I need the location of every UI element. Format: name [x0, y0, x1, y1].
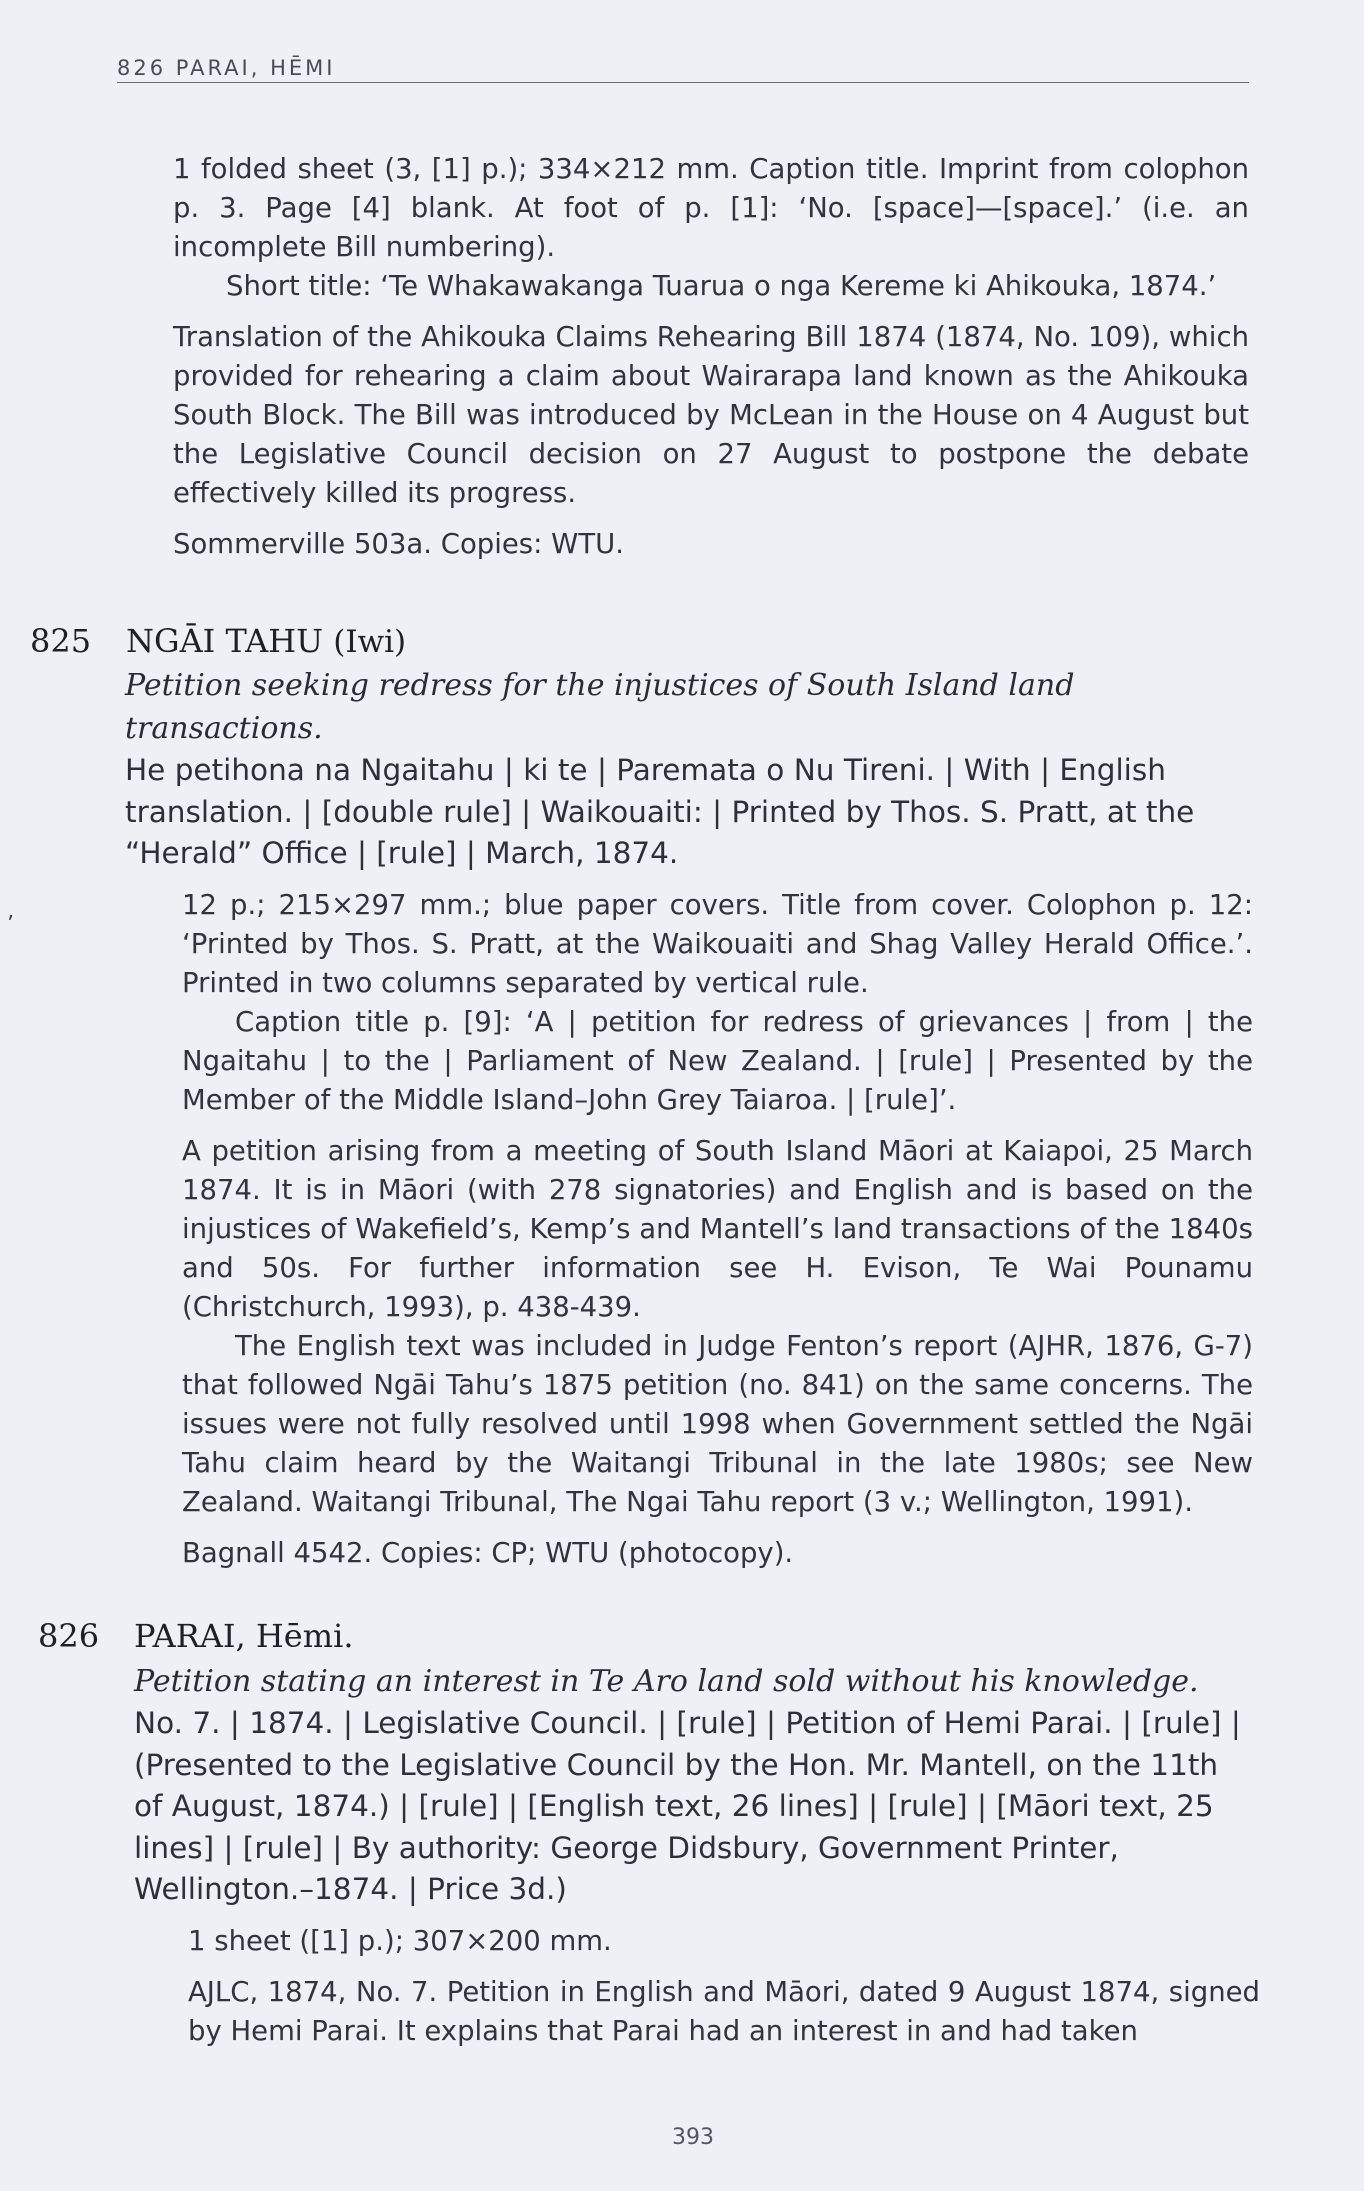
prev-note: Translation of the Ahikouka Claims Rehearing Bill 1874 (1874, No. 109), which provided for rehearing a claim about Wairarapa land known as the Ahikouka South Block. The Bill was introduced by McLean in the House on 4 August but the Legislative Council decision on 27 August to postpone the debate effectively killed its progress.: [173, 321, 1249, 509]
entry-825-transcription: He petihona na Ngaitahu | ki te | Paremata o Nu Tireni. | With | English translation. | [double rule] | Waikouaiti: | Printed by Thos. S. Pratt, at the “Herald” Office | [rule] | March, 1874.: [125, 753, 1195, 870]
entry-826-notes: [188, 1922, 1260, 2051]
entry-825-qualifier: (Iwi): [333, 624, 407, 660]
prev-short-title: Short title: ‘Te Whakawakanga Tuarua o nga Kereme ki Ahikouka, 1874.’: [226, 270, 1217, 302]
entry-826-transcription: No. 7. | 1874. | Legislative Council. | [rule] | Petition of Hemi Parai. | [rule] | (Presented to the Legislative Council by the Hon. Mr. Mantell, on the 11th of August, 1874.) | [rule] | [English text, 26 lines] | [rule] | [Māori text, 25 lines] | [rule] | By authority: George Didsbury, Government Printer, Wellington.–1874. | Price 3d.): [134, 1706, 1241, 1906]
entry-825-caption: Caption title p. [9]: ‘A | petition for redress of grievances | from | the Ngaitahu | to the | Parliament of New Zealand. | [rule] | Presented by the Member of the Middle Island–John Grey Taiaroa. | [rule]’.: [182, 1006, 1253, 1116]
previous-entry-continuation: [173, 150, 1249, 564]
entry-826-name: PARAI, Hēmi.: [134, 1617, 354, 1655]
header-rule: [117, 82, 1249, 83]
entry-826-note: AJLC, 1874, No. 7. Petition in English and Māori, dated 9 August 1874, signed by Hemi Parai. It explains that Parai had an interest in and had taken: [188, 1976, 1260, 2047]
page-number: 393: [672, 2125, 714, 2150]
entry-825-references: Bagnall 4542. Copies: CP; WTU (photocopy).: [182, 1537, 794, 1569]
entry-825-notes: [182, 886, 1253, 1573]
margin-mark: ʼ: [7, 912, 14, 937]
prev-description: 1 folded sheet (3, [1] p.); 334×212 mm. Caption title. Imprint from colophon p. 3. Page [4] blank. At foot of p. [1]: ‘No. [space]—[space].’ (i.e. an incomplete Bill numbering).: [173, 153, 1249, 263]
entry-825-name: NGĀI TAHU: [126, 622, 324, 660]
entry-826-gloss: Petition stating an interest in Te Aro land sold without his knowledge.: [134, 1664, 1199, 1699]
entry-825-note-1: A petition arising from a meeting of South Island Māori at Kaiapoi, 25 March 1874. It is in Māori (with 278 signatories) and English and is based on the injustices of Wakefield’s, Kemp’s and Mantell’s land transactions of the 1840s and 50s. For further information see H. Evison, Te Wai Pounamu (Christchurch, 1993), p. 438-439.: [182, 1135, 1253, 1323]
entry-825-heading: [30, 622, 406, 660]
entry-825-description: 12 p.; 215×297 mm.; blue paper covers. Title from cover. Colophon p. 12: ‘Printed by Thos. S. Pratt, at the Waikouaiti and Shag Valley Herald Office.’. Printed in two columns separated by vertical rule.: [182, 889, 1253, 999]
entry-826-description: 1 sheet ([1] p.); 307×200 mm.: [188, 1925, 612, 1957]
entry-825-title-block: [125, 664, 1225, 875]
entry-826-number: 826: [38, 1617, 100, 1655]
prev-references: Sommerville 503a. Copies: WTU.: [173, 528, 624, 560]
entry-825-gloss: Petition seeking redress for the injustices of South Island land transactions.: [125, 668, 1075, 746]
entry-825-number: 825: [30, 622, 92, 660]
running-head: 826 PARAI, HĒMI: [117, 56, 336, 80]
entry-826-title-block: [134, 1660, 1250, 1911]
entry-825-note-2: The English text was included in Judge Fenton’s report (AJHR, 1876, G-7) that followed Ngāi Tahu’s 1875 petition (no. 841) on the same concerns. The issues were not fully resolved until 1998 when Government settled the Ngāi Tahu claim heard by the Waitangi Tribunal in the late 1980s; see New Zealand. Waitangi Tribunal, The Ngai Tahu report (3 v.; Wellington, 1991).: [182, 1330, 1253, 1518]
entry-826-heading: [38, 1617, 353, 1655]
